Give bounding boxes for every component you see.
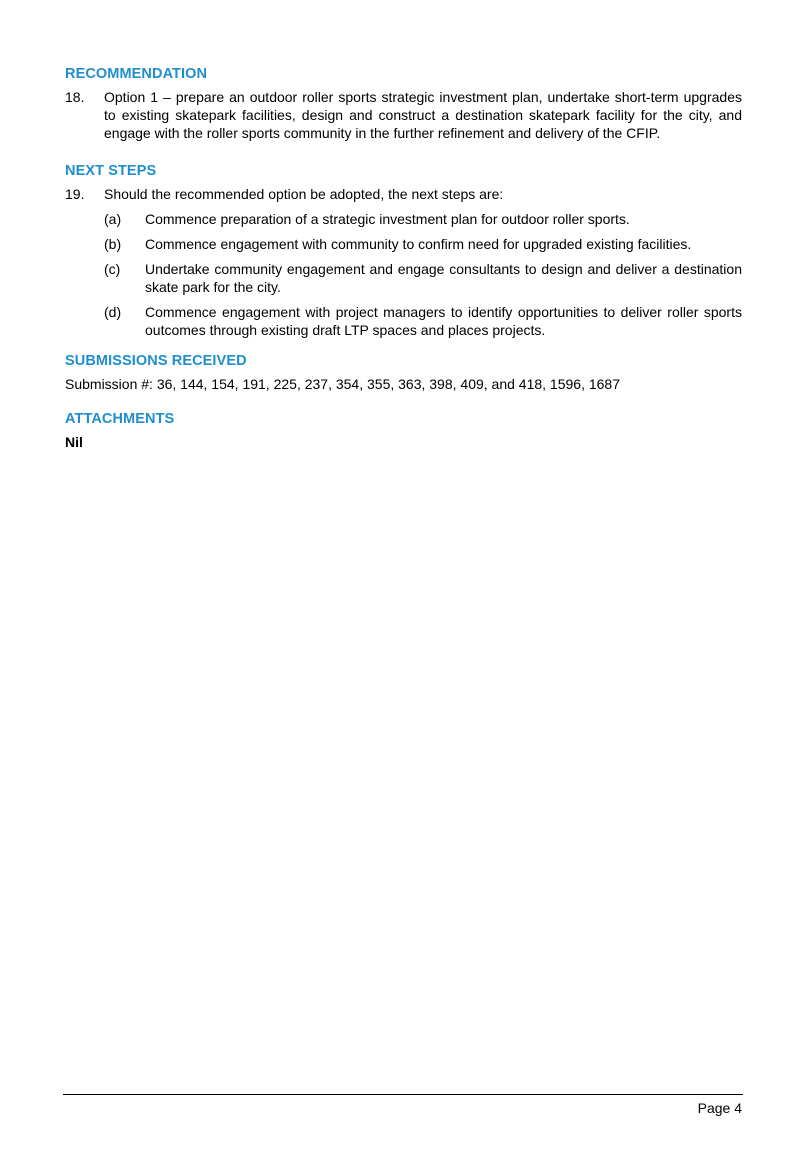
sub-item-text: Commence preparation of a strategic investment plan for outdoor roller sports.: [145, 211, 630, 227]
sub-item-text: Commence engagement with community to confirm need for upgraded existing facilities.: [145, 236, 692, 252]
sub-item-c: [104, 260, 742, 296]
next-steps-sublist: [65, 210, 742, 339]
attachments-text: Nil: [65, 434, 83, 450]
sub-item-text: Undertake community engagement and engage consultants to design and deliver a destination skate park for the city.: [145, 261, 742, 295]
submissions-heading: SUBMISSIONS RECEIVED: [65, 353, 247, 369]
sub-item-letter: (a): [104, 211, 122, 227]
attachments-heading: ATTACHMENTS: [65, 411, 175, 427]
paragraph-text: Should the recommended option be adopted, the next steps are:: [104, 186, 504, 202]
sub-item-letter: (d): [104, 304, 122, 320]
recommendation-list: [65, 88, 742, 142]
paragraph-number: 18.: [65, 89, 85, 105]
paragraph-18: [65, 88, 742, 142]
sub-item-b: [104, 235, 742, 253]
sub-item-a: [104, 210, 742, 228]
paragraph-text: Option 1 – prepare an outdoor roller sports strategic investment plan, undertake short-term upgrades to existing skatepark facilities, design and construct a destination skatepark facility for the city, and engage with the roller sports community in the further refinement and delivery of the CFIP.: [104, 89, 742, 141]
document-page: [65, 64, 742, 451]
sub-item-d: [104, 303, 742, 339]
submissions-text: Submission #: 36, 144, 154, 191, 225, 237, 354, 355, 363, 398, 409, and 418, 1596, 1687: [65, 376, 621, 392]
next-steps-list: [65, 185, 742, 339]
sub-item-letter: (b): [104, 236, 122, 252]
page-number: Page 4: [697, 1100, 742, 1116]
paragraph-number: 19.: [65, 186, 85, 202]
paragraph-19: [65, 185, 742, 203]
footer-divider: [63, 1094, 743, 1095]
sub-item-text: Commence engagement with project managers to identify opportunities to deliver roller sports outcomes through existing draft LTP spaces and places projects.: [145, 304, 742, 338]
sub-item-letter: (c): [104, 261, 121, 277]
next-steps-heading: NEXT STEPS: [65, 163, 157, 179]
recommendation-heading: RECOMMENDATION: [65, 66, 208, 82]
